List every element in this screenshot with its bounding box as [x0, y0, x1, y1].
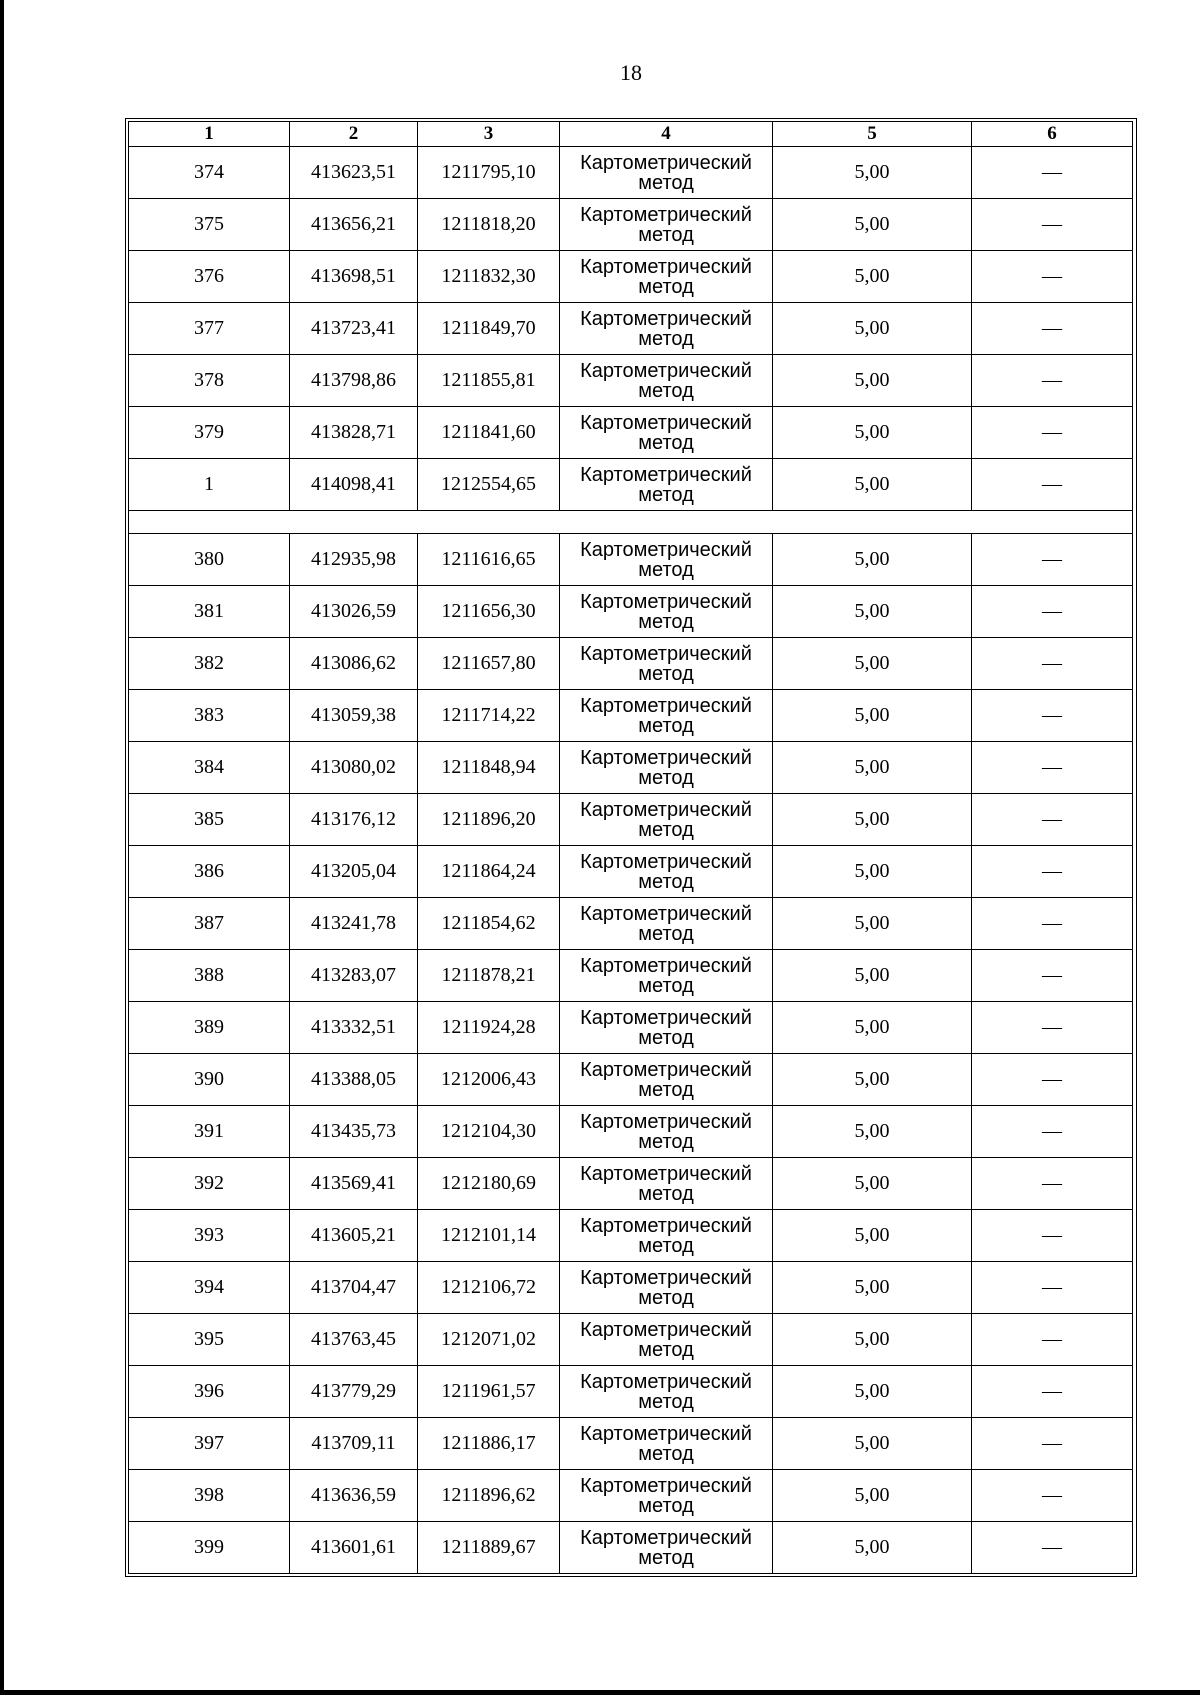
method-cell: Картометрический метод — [560, 303, 773, 355]
group-separator-cell — [129, 511, 1133, 534]
y-coordinate-cell: 1211795,10 — [418, 147, 560, 199]
x-coordinate-cell: 413698,51 — [290, 251, 418, 303]
table-row — [129, 199, 1133, 251]
accuracy-cell: 5,00 — [773, 1262, 972, 1314]
y-coordinate-cell: 1211841,60 — [418, 407, 560, 459]
point-number-cell: 395 — [129, 1314, 290, 1366]
accuracy-cell: 5,00 — [773, 742, 972, 794]
x-coordinate-cell: 413798,86 — [290, 355, 418, 407]
table-row — [129, 1158, 1133, 1210]
accuracy-cell: 5,00 — [773, 407, 972, 459]
point-number-cell: 376 — [129, 251, 290, 303]
accuracy-cell: 5,00 — [773, 1106, 972, 1158]
note-cell: — — [972, 586, 1133, 638]
point-number-cell: 375 — [129, 199, 290, 251]
note-cell: — — [972, 199, 1133, 251]
y-coordinate-cell: 1211849,70 — [418, 303, 560, 355]
point-number-cell: 391 — [129, 1106, 290, 1158]
note-cell: — — [972, 1002, 1133, 1054]
method-cell: Картометрический метод — [560, 1366, 773, 1418]
y-coordinate-cell: 1211886,17 — [418, 1418, 560, 1470]
accuracy-cell: 5,00 — [773, 303, 972, 355]
y-coordinate-cell: 1212071,02 — [418, 1314, 560, 1366]
accuracy-cell: 5,00 — [773, 1314, 972, 1366]
accuracy-cell: 5,00 — [773, 690, 972, 742]
x-coordinate-cell: 413059,38 — [290, 690, 418, 742]
method-cell: Картометрический метод — [560, 355, 773, 407]
table-row — [129, 1262, 1133, 1314]
x-coordinate-cell: 413080,02 — [290, 742, 418, 794]
accuracy-cell: 5,00 — [773, 1366, 972, 1418]
point-number-cell: 386 — [129, 846, 290, 898]
table-row — [129, 251, 1133, 303]
note-cell: — — [972, 1418, 1133, 1470]
table-row — [129, 1522, 1133, 1574]
note-cell: — — [972, 1314, 1133, 1366]
point-number-cell: 399 — [129, 1522, 290, 1574]
table-row — [129, 459, 1133, 511]
method-cell: Картометрический метод — [560, 898, 773, 950]
x-coordinate-cell: 413656,21 — [290, 199, 418, 251]
table-row — [129, 147, 1133, 199]
x-coordinate-cell: 413241,78 — [290, 898, 418, 950]
x-coordinate-cell: 414098,41 — [290, 459, 418, 511]
accuracy-cell: 5,00 — [773, 898, 972, 950]
point-number-cell: 382 — [129, 638, 290, 690]
accuracy-cell: 5,00 — [773, 1470, 972, 1522]
method-cell: Картометрический метод — [560, 1522, 773, 1574]
note-cell: — — [972, 950, 1133, 1002]
x-coordinate-cell: 413086,62 — [290, 638, 418, 690]
method-cell: Картометрический метод — [560, 251, 773, 303]
point-number-cell: 377 — [129, 303, 290, 355]
y-coordinate-cell: 1211832,30 — [418, 251, 560, 303]
y-coordinate-cell: 1211657,80 — [418, 638, 560, 690]
method-cell: Картометрический метод — [560, 638, 773, 690]
table-row — [129, 1366, 1133, 1418]
note-cell: — — [972, 1054, 1133, 1106]
point-number-cell: 374 — [129, 147, 290, 199]
x-coordinate-cell: 412935,98 — [290, 534, 418, 586]
note-cell: — — [972, 355, 1133, 407]
point-number-cell: 394 — [129, 1262, 290, 1314]
y-coordinate-cell: 1212554,65 — [418, 459, 560, 511]
accuracy-cell: 5,00 — [773, 251, 972, 303]
y-coordinate-cell: 1211848,94 — [418, 742, 560, 794]
method-cell: Картометрический метод — [560, 199, 773, 251]
y-coordinate-cell: 1211616,65 — [418, 534, 560, 586]
point-number-cell: 396 — [129, 1366, 290, 1418]
y-coordinate-cell: 1211924,28 — [418, 1002, 560, 1054]
x-coordinate-cell: 413332,51 — [290, 1002, 418, 1054]
accuracy-cell: 5,00 — [773, 1054, 972, 1106]
note-cell: — — [972, 1522, 1133, 1574]
y-coordinate-cell: 1211854,62 — [418, 898, 560, 950]
y-coordinate-cell: 1212106,72 — [418, 1262, 560, 1314]
accuracy-cell: 5,00 — [773, 846, 972, 898]
method-cell: Картометрический метод — [560, 742, 773, 794]
note-cell: — — [972, 459, 1133, 511]
method-cell: Картометрический метод — [560, 794, 773, 846]
x-coordinate-cell: 413435,73 — [290, 1106, 418, 1158]
x-coordinate-cell: 413779,29 — [290, 1366, 418, 1418]
accuracy-cell: 5,00 — [773, 534, 972, 586]
x-coordinate-cell: 413026,59 — [290, 586, 418, 638]
point-number-cell: 378 — [129, 355, 290, 407]
point-number-cell: 390 — [129, 1054, 290, 1106]
y-coordinate-cell: 1212006,43 — [418, 1054, 560, 1106]
note-cell: — — [972, 898, 1133, 950]
point-number-cell: 389 — [129, 1002, 290, 1054]
scan-edge-bottom — [0, 1690, 1200, 1695]
method-cell: Картометрический метод — [560, 1158, 773, 1210]
accuracy-cell: 5,00 — [773, 1210, 972, 1262]
note-cell: — — [972, 794, 1133, 846]
column-header-3: 3 — [418, 122, 560, 147]
accuracy-cell: 5,00 — [773, 355, 972, 407]
accuracy-cell: 5,00 — [773, 1158, 972, 1210]
y-coordinate-cell: 1212104,30 — [418, 1106, 560, 1158]
point-number-cell: 384 — [129, 742, 290, 794]
accuracy-cell: 5,00 — [773, 1418, 972, 1470]
method-cell: Картометрический метод — [560, 1418, 773, 1470]
accuracy-cell: 5,00 — [773, 794, 972, 846]
accuracy-cell: 5,00 — [773, 147, 972, 199]
x-coordinate-cell: 413723,41 — [290, 303, 418, 355]
header-row — [129, 122, 1133, 147]
table-row — [129, 407, 1133, 459]
table-row — [129, 355, 1133, 407]
y-coordinate-cell: 1211855,81 — [418, 355, 560, 407]
x-coordinate-cell: 413601,61 — [290, 1522, 418, 1574]
method-cell: Картометрический метод — [560, 407, 773, 459]
table-row — [129, 1106, 1133, 1158]
note-cell: — — [972, 1158, 1133, 1210]
y-coordinate-cell: 1211889,67 — [418, 1522, 560, 1574]
scan-edge-left — [0, 0, 4, 1695]
table-row — [129, 846, 1133, 898]
note-cell: — — [972, 251, 1133, 303]
point-number-cell: 392 — [129, 1158, 290, 1210]
x-coordinate-cell: 413763,45 — [290, 1314, 418, 1366]
table-body — [129, 147, 1133, 1574]
column-header-5: 5 — [773, 122, 972, 147]
point-number-cell: 381 — [129, 586, 290, 638]
method-cell: Картометрический метод — [560, 1210, 773, 1262]
table-row — [129, 1418, 1133, 1470]
method-cell: Картометрический метод — [560, 459, 773, 511]
note-cell: — — [972, 638, 1133, 690]
note-cell: — — [972, 742, 1133, 794]
note-cell: — — [972, 1366, 1133, 1418]
method-cell: Картометрический метод — [560, 1314, 773, 1366]
y-coordinate-cell: 1211656,30 — [418, 586, 560, 638]
table-row — [129, 898, 1133, 950]
accuracy-cell: 5,00 — [773, 459, 972, 511]
method-cell: Картометрический метод — [560, 1002, 773, 1054]
table-row — [129, 1314, 1133, 1366]
column-header-4: 4 — [560, 122, 773, 147]
table-row — [129, 1470, 1133, 1522]
point-number-cell: 380 — [129, 534, 290, 586]
point-number-cell: 398 — [129, 1470, 290, 1522]
page-number: 18 — [620, 60, 642, 85]
y-coordinate-cell: 1211961,57 — [418, 1366, 560, 1418]
note-cell: — — [972, 147, 1133, 199]
x-coordinate-cell: 413283,07 — [290, 950, 418, 1002]
accuracy-cell: 5,00 — [773, 199, 972, 251]
table-row — [129, 534, 1133, 586]
column-header-6: 6 — [972, 122, 1133, 147]
x-coordinate-cell: 413704,47 — [290, 1262, 418, 1314]
point-number-cell: 388 — [129, 950, 290, 1002]
method-cell: Картометрический метод — [560, 690, 773, 742]
y-coordinate-cell: 1211896,20 — [418, 794, 560, 846]
x-coordinate-cell: 413205,04 — [290, 846, 418, 898]
x-coordinate-cell: 413605,21 — [290, 1210, 418, 1262]
note-cell: — — [972, 1106, 1133, 1158]
note-cell: — — [972, 1470, 1133, 1522]
table-row — [129, 1210, 1133, 1262]
table-row — [129, 950, 1133, 1002]
note-cell: — — [972, 1210, 1133, 1262]
accuracy-cell: 5,00 — [773, 1522, 972, 1574]
column-header-1: 1 — [129, 122, 290, 147]
method-cell: Картометрический метод — [560, 586, 773, 638]
method-cell: Картометрический метод — [560, 1262, 773, 1314]
point-number-cell: 397 — [129, 1418, 290, 1470]
point-number-cell: 1 — [129, 459, 290, 511]
y-coordinate-cell: 1211818,20 — [418, 199, 560, 251]
table-row — [129, 1054, 1133, 1106]
point-number-cell: 383 — [129, 690, 290, 742]
group-separator-row — [129, 511, 1133, 534]
note-cell: — — [972, 1262, 1133, 1314]
point-number-cell: 393 — [129, 1210, 290, 1262]
table-row — [129, 586, 1133, 638]
note-cell: — — [972, 846, 1133, 898]
method-cell: Картометрический метод — [560, 1106, 773, 1158]
point-number-cell: 379 — [129, 407, 290, 459]
y-coordinate-cell: 1211714,22 — [418, 690, 560, 742]
table-row — [129, 638, 1133, 690]
x-coordinate-cell: 413828,71 — [290, 407, 418, 459]
point-number-cell: 385 — [129, 794, 290, 846]
column-header-2: 2 — [290, 122, 418, 147]
table-row — [129, 303, 1133, 355]
note-cell: — — [972, 690, 1133, 742]
method-cell: Картометрический метод — [560, 950, 773, 1002]
y-coordinate-cell: 1211896,62 — [418, 1470, 560, 1522]
accuracy-cell: 5,00 — [773, 638, 972, 690]
table-row — [129, 690, 1133, 742]
y-coordinate-cell: 1211864,24 — [418, 846, 560, 898]
table-row — [129, 1002, 1133, 1054]
coordinates-table-frame — [125, 118, 1137, 1577]
method-cell: Картометрический метод — [560, 846, 773, 898]
table-row — [129, 742, 1133, 794]
x-coordinate-cell: 413636,59 — [290, 1470, 418, 1522]
y-coordinate-cell: 1212101,14 — [418, 1210, 560, 1262]
accuracy-cell: 5,00 — [773, 586, 972, 638]
note-cell: — — [972, 303, 1133, 355]
method-cell: Картометрический метод — [560, 147, 773, 199]
x-coordinate-cell: 413388,05 — [290, 1054, 418, 1106]
coordinates-table — [128, 121, 1133, 1574]
point-number-cell: 387 — [129, 898, 290, 950]
method-cell: Картометрический метод — [560, 1054, 773, 1106]
note-cell: — — [972, 534, 1133, 586]
method-cell: Картометрический метод — [560, 1470, 773, 1522]
table-row — [129, 794, 1133, 846]
y-coordinate-cell: 1211878,21 — [418, 950, 560, 1002]
x-coordinate-cell: 413709,11 — [290, 1418, 418, 1470]
accuracy-cell: 5,00 — [773, 1002, 972, 1054]
x-coordinate-cell: 413623,51 — [290, 147, 418, 199]
note-cell: — — [972, 407, 1133, 459]
accuracy-cell: 5,00 — [773, 950, 972, 1002]
x-coordinate-cell: 413176,12 — [290, 794, 418, 846]
y-coordinate-cell: 1212180,69 — [418, 1158, 560, 1210]
x-coordinate-cell: 413569,41 — [290, 1158, 418, 1210]
method-cell: Картометрический метод — [560, 534, 773, 586]
